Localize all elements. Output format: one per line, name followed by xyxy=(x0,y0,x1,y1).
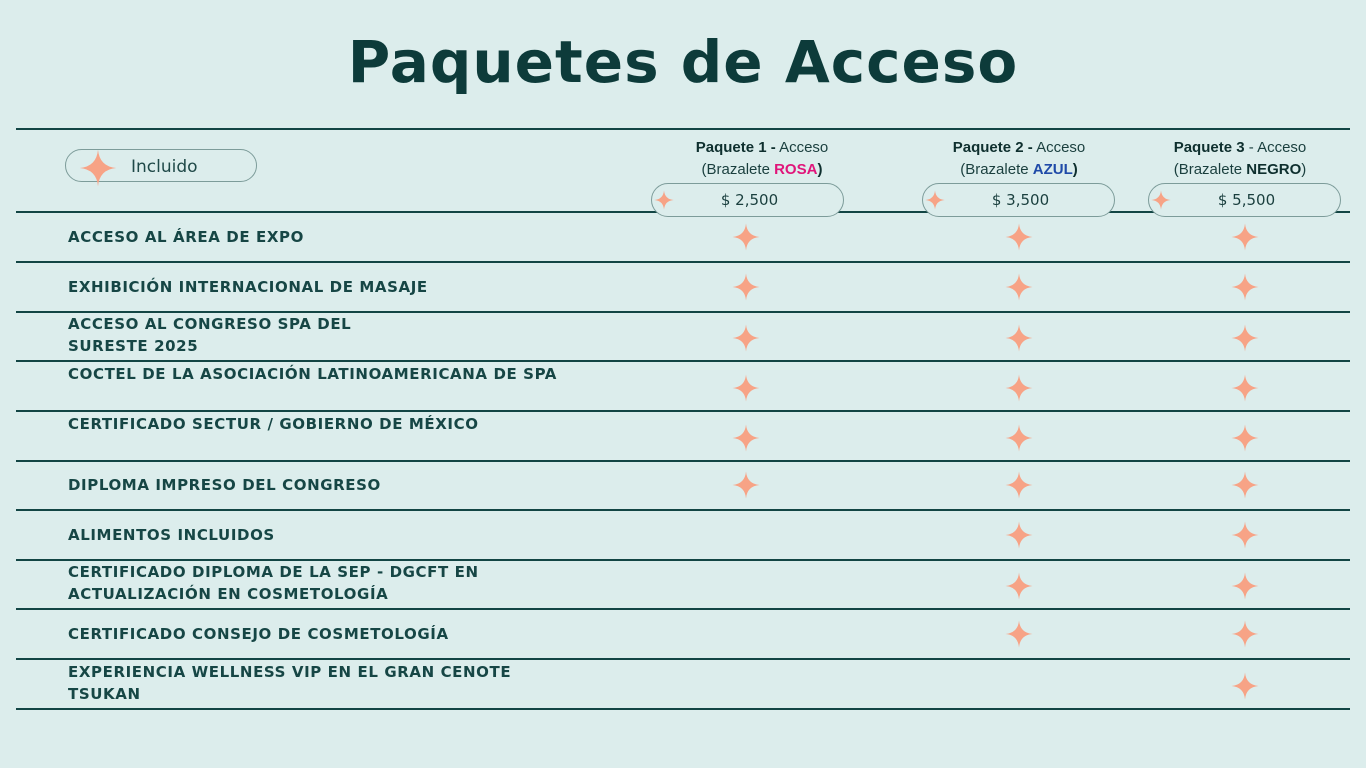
included-sparkle-icon xyxy=(1231,324,1259,352)
bracelet-close: ) xyxy=(1301,161,1307,178)
bracelet-close: ) xyxy=(817,161,823,178)
package-1-header xyxy=(642,137,882,181)
row-divider xyxy=(16,608,1350,610)
included-sparkle-icon xyxy=(1231,223,1259,251)
included-sparkle-icon xyxy=(1005,273,1033,301)
included-sparkle-icon xyxy=(732,424,760,452)
included-sparkle-icon xyxy=(1005,424,1033,452)
feature-label: COCTEL DE LA ASOCIACIÓN LATINOAMERICANA DE SPA xyxy=(68,365,557,383)
feature-label: DIPLOMA IMPRESO DEL CONGRESO xyxy=(68,476,381,494)
feature-label: ACCESO AL CONGRESO SPA DEL SURESTE 2025 xyxy=(68,315,352,355)
package-access: Acceso xyxy=(1032,139,1086,156)
included-sparkle-icon xyxy=(1005,223,1033,251)
package-2-header xyxy=(899,137,1139,181)
package-access: - Acceso xyxy=(1244,139,1307,156)
feature-label: CERTIFICADO DIPLOMA DE LA SEP - DGCFT EN ACTUALIZACIÓN EN COSMETOLOGÍA xyxy=(68,563,479,603)
included-sparkle-icon xyxy=(1231,572,1259,600)
included-sparkle-icon xyxy=(1231,374,1259,402)
package-3-header xyxy=(1120,137,1360,181)
package-name: Paquete 3 xyxy=(1173,139,1245,156)
feature-label: CERTIFICADO CONSEJO DE COSMETOLOGÍA xyxy=(68,625,449,643)
row-divider xyxy=(16,708,1350,710)
row-divider xyxy=(16,460,1350,462)
price-2: $ 3,500 xyxy=(991,191,1050,209)
row-divider xyxy=(16,658,1350,660)
included-sparkle-icon xyxy=(1231,620,1259,648)
included-sparkle-icon xyxy=(1005,620,1033,648)
included-sparkle-icon xyxy=(1005,471,1033,499)
included-sparkle-icon xyxy=(732,324,760,352)
feature-label: CERTIFICADO SECTUR / GOBIERNO DE MÉXICO xyxy=(68,415,479,433)
included-sparkle-icon xyxy=(1231,273,1259,301)
bracelet-color: AZUL xyxy=(1032,161,1073,178)
included-sparkle-icon xyxy=(1005,374,1033,402)
bracelet-color: NEGRO xyxy=(1246,161,1302,178)
legend-label: Incluido xyxy=(131,157,198,177)
included-sparkle-icon xyxy=(732,374,760,402)
feature-label: ALIMENTOS INCLUIDOS xyxy=(68,526,275,544)
row-divider xyxy=(16,410,1350,412)
feature-label: EXHIBICIÓN INTERNACIONAL DE MASAJE xyxy=(68,278,428,296)
included-sparkle-icon xyxy=(732,471,760,499)
package-name: Paquete 2 - xyxy=(952,139,1033,156)
package-name: Paquete 1 - xyxy=(695,139,776,156)
row-divider xyxy=(16,261,1350,263)
feature-label: EXPERIENCIA WELLNESS VIP EN EL GRAN CENOTE TSUKAN xyxy=(68,663,512,703)
price-3: $ 5,500 xyxy=(1217,191,1276,209)
bracelet-open: (Brazalete xyxy=(1173,161,1247,178)
included-sparkle-icon xyxy=(1005,572,1033,600)
included-sparkle-icon xyxy=(1231,672,1259,700)
included-sparkle-icon xyxy=(1231,424,1259,452)
included-sparkle-icon xyxy=(1231,521,1259,549)
row-divider xyxy=(16,360,1350,362)
price-1: $ 2,500 xyxy=(720,191,779,209)
page-title: Paquetes de Acceso xyxy=(347,28,1019,96)
table-top-rule xyxy=(16,128,1350,130)
bracelet-open: (Brazalete xyxy=(701,161,775,178)
included-sparkle-icon xyxy=(732,223,760,251)
feature-label: ACCESO AL ÁREA DE EXPO xyxy=(68,228,304,246)
included-sparkle-icon xyxy=(1005,324,1033,352)
bracelet-open: (Brazalete xyxy=(960,161,1033,178)
bracelet-close: ) xyxy=(1072,161,1078,178)
row-divider xyxy=(16,509,1350,511)
package-access: Acceso xyxy=(775,139,829,156)
included-sparkle-icon xyxy=(1005,521,1033,549)
included-sparkle-icon xyxy=(1231,471,1259,499)
sparkle-icon xyxy=(79,149,117,187)
bracelet-color: ROSA xyxy=(774,161,818,178)
included-sparkle-icon xyxy=(732,273,760,301)
